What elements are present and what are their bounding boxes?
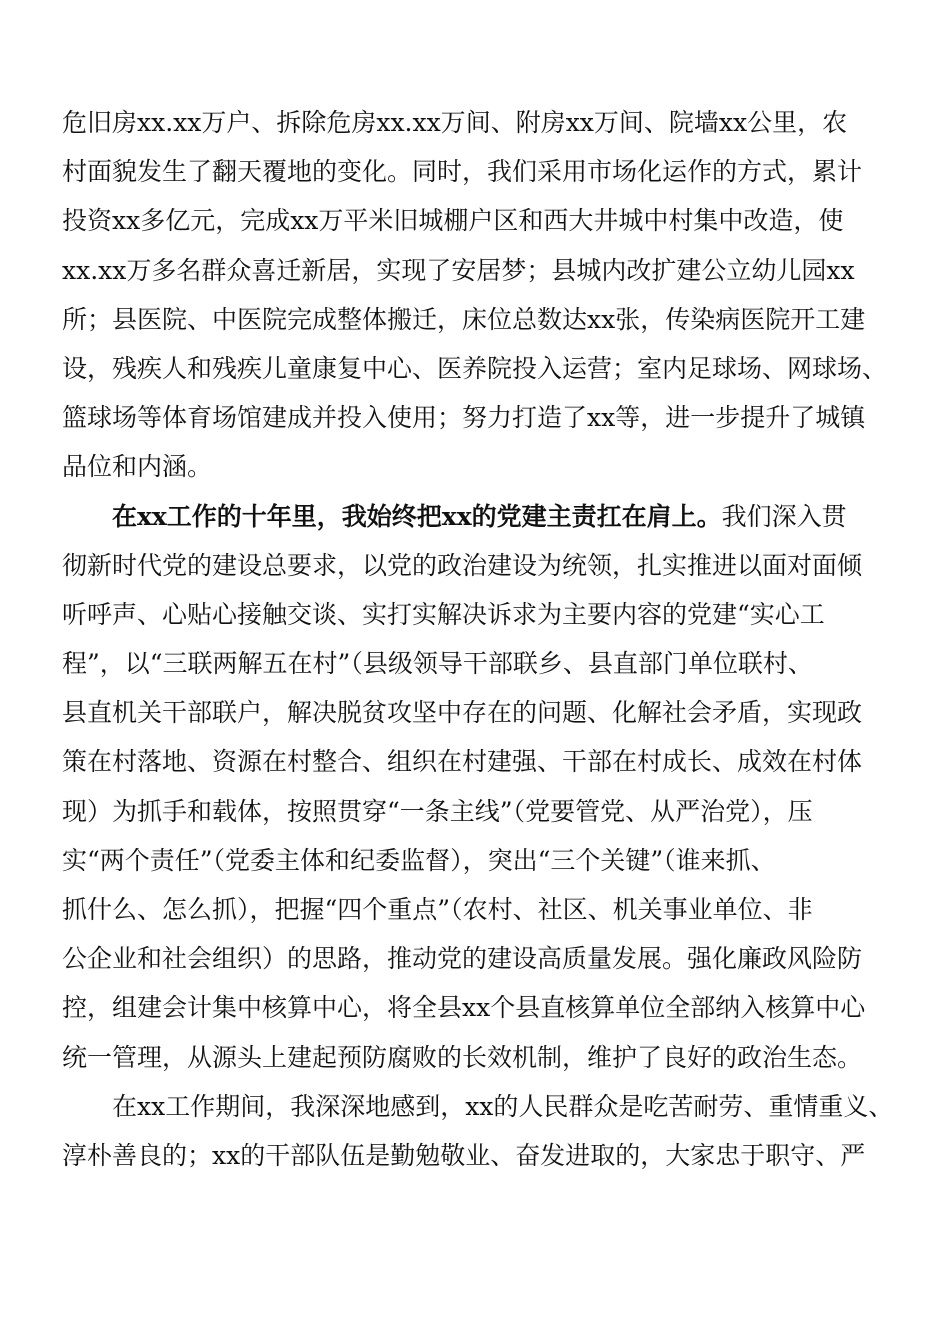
text-line: 抓什么、怎么抓），把握“四个重点”（农村、社区、机关事业单位、非: [62, 895, 813, 924]
text-line: 实“两个责任”（党委主体和纪委监督），突出“三个关键”（谁来抓、: [62, 845, 776, 875]
text-line: 投资xx多亿元，完成xx万平米旧城棚户区和西大井城中村集中改造，使: [62, 206, 844, 236]
text-line: 彻新时代党的建设总要求，以党的政治建设为统领，扎实推进以面对面倾: [62, 550, 863, 580]
text-line: 品位和内涵。: [62, 452, 213, 482]
document-body: [62, 98, 898, 1180]
text-line: 公企业和社会组织）的思路，推动党的建设高质量发展。强化廉政风险防: [62, 944, 863, 974]
text-line: 听呼声、心贴心接触交谈、实打实解决诉求为主要内容的党建“实心工: [62, 599, 825, 629]
text-line: 所；县医院、中医院完成整体搬迁，床位总数达xx张，传染病医院开工建: [62, 304, 866, 334]
paragraph-2: [62, 492, 898, 1082]
text-line: 统一管理，从源头上建起预防腐败的长效机制，维护了良好的政治生态。: [62, 1042, 863, 1072]
text-line: 策在村落地、资源在村整合、组织在村建强、干部在村成长、成效在村体: [62, 747, 863, 777]
text-line: 在xx工作期间，我深深地感到，xx的人民群众是吃苦耐劳、重情重义、: [112, 1091, 894, 1121]
paragraph-3: [62, 1082, 898, 1180]
text-run: 我们深入贯: [721, 501, 847, 531]
text-line: 程”，以“三联两解五在村”（县级领导干部联乡、县直部门单位联村、: [62, 649, 813, 679]
text-line: 现）为抓手和载体，按照贯穿“一条主线”（党要管党、从严治党），压: [62, 796, 813, 826]
text-line: 篮球场等体育场馆建成并投入使用；努力打造了xx等，进一步提升了城镇: [62, 403, 866, 433]
text-line: 村面貌发生了翻天覆地的变化。同时，我们采用市场化运作的方式，累计: [62, 157, 863, 187]
text-line: 控，组建会计集中核算中心，将全县xx个县直核算单位全部纳入核算中心: [62, 993, 866, 1023]
text-line: 县直机关干部联户，解决脱贫攻坚中存在的问题、化解社会矛盾，实现政: [62, 698, 863, 728]
text-line: xx.xx万多名群众喜迁新居，实现了安居梦；县城内改扩建公立幼儿园xx: [62, 255, 855, 285]
bold-lead-sentence: 在xx工作的十年里，我始终把xx的党建主责扛在肩上。: [112, 501, 722, 531]
paragraph-1: [62, 98, 898, 492]
text-line: 危旧房xx.xx万户、拆除危房xx.xx万间、附房xx万间、院墙xx公里，农: [62, 108, 848, 137]
text-line: [62, 492, 898, 541]
text-line: 淳朴善良的；xx的干部队伍是勤勉敬业、奋发进取的，大家忠于职守、严: [62, 1140, 866, 1170]
text-line: 设，残疾人和残疾儿童康复中心、医养院投入运营；室内足球场、网球场、: [62, 353, 888, 383]
